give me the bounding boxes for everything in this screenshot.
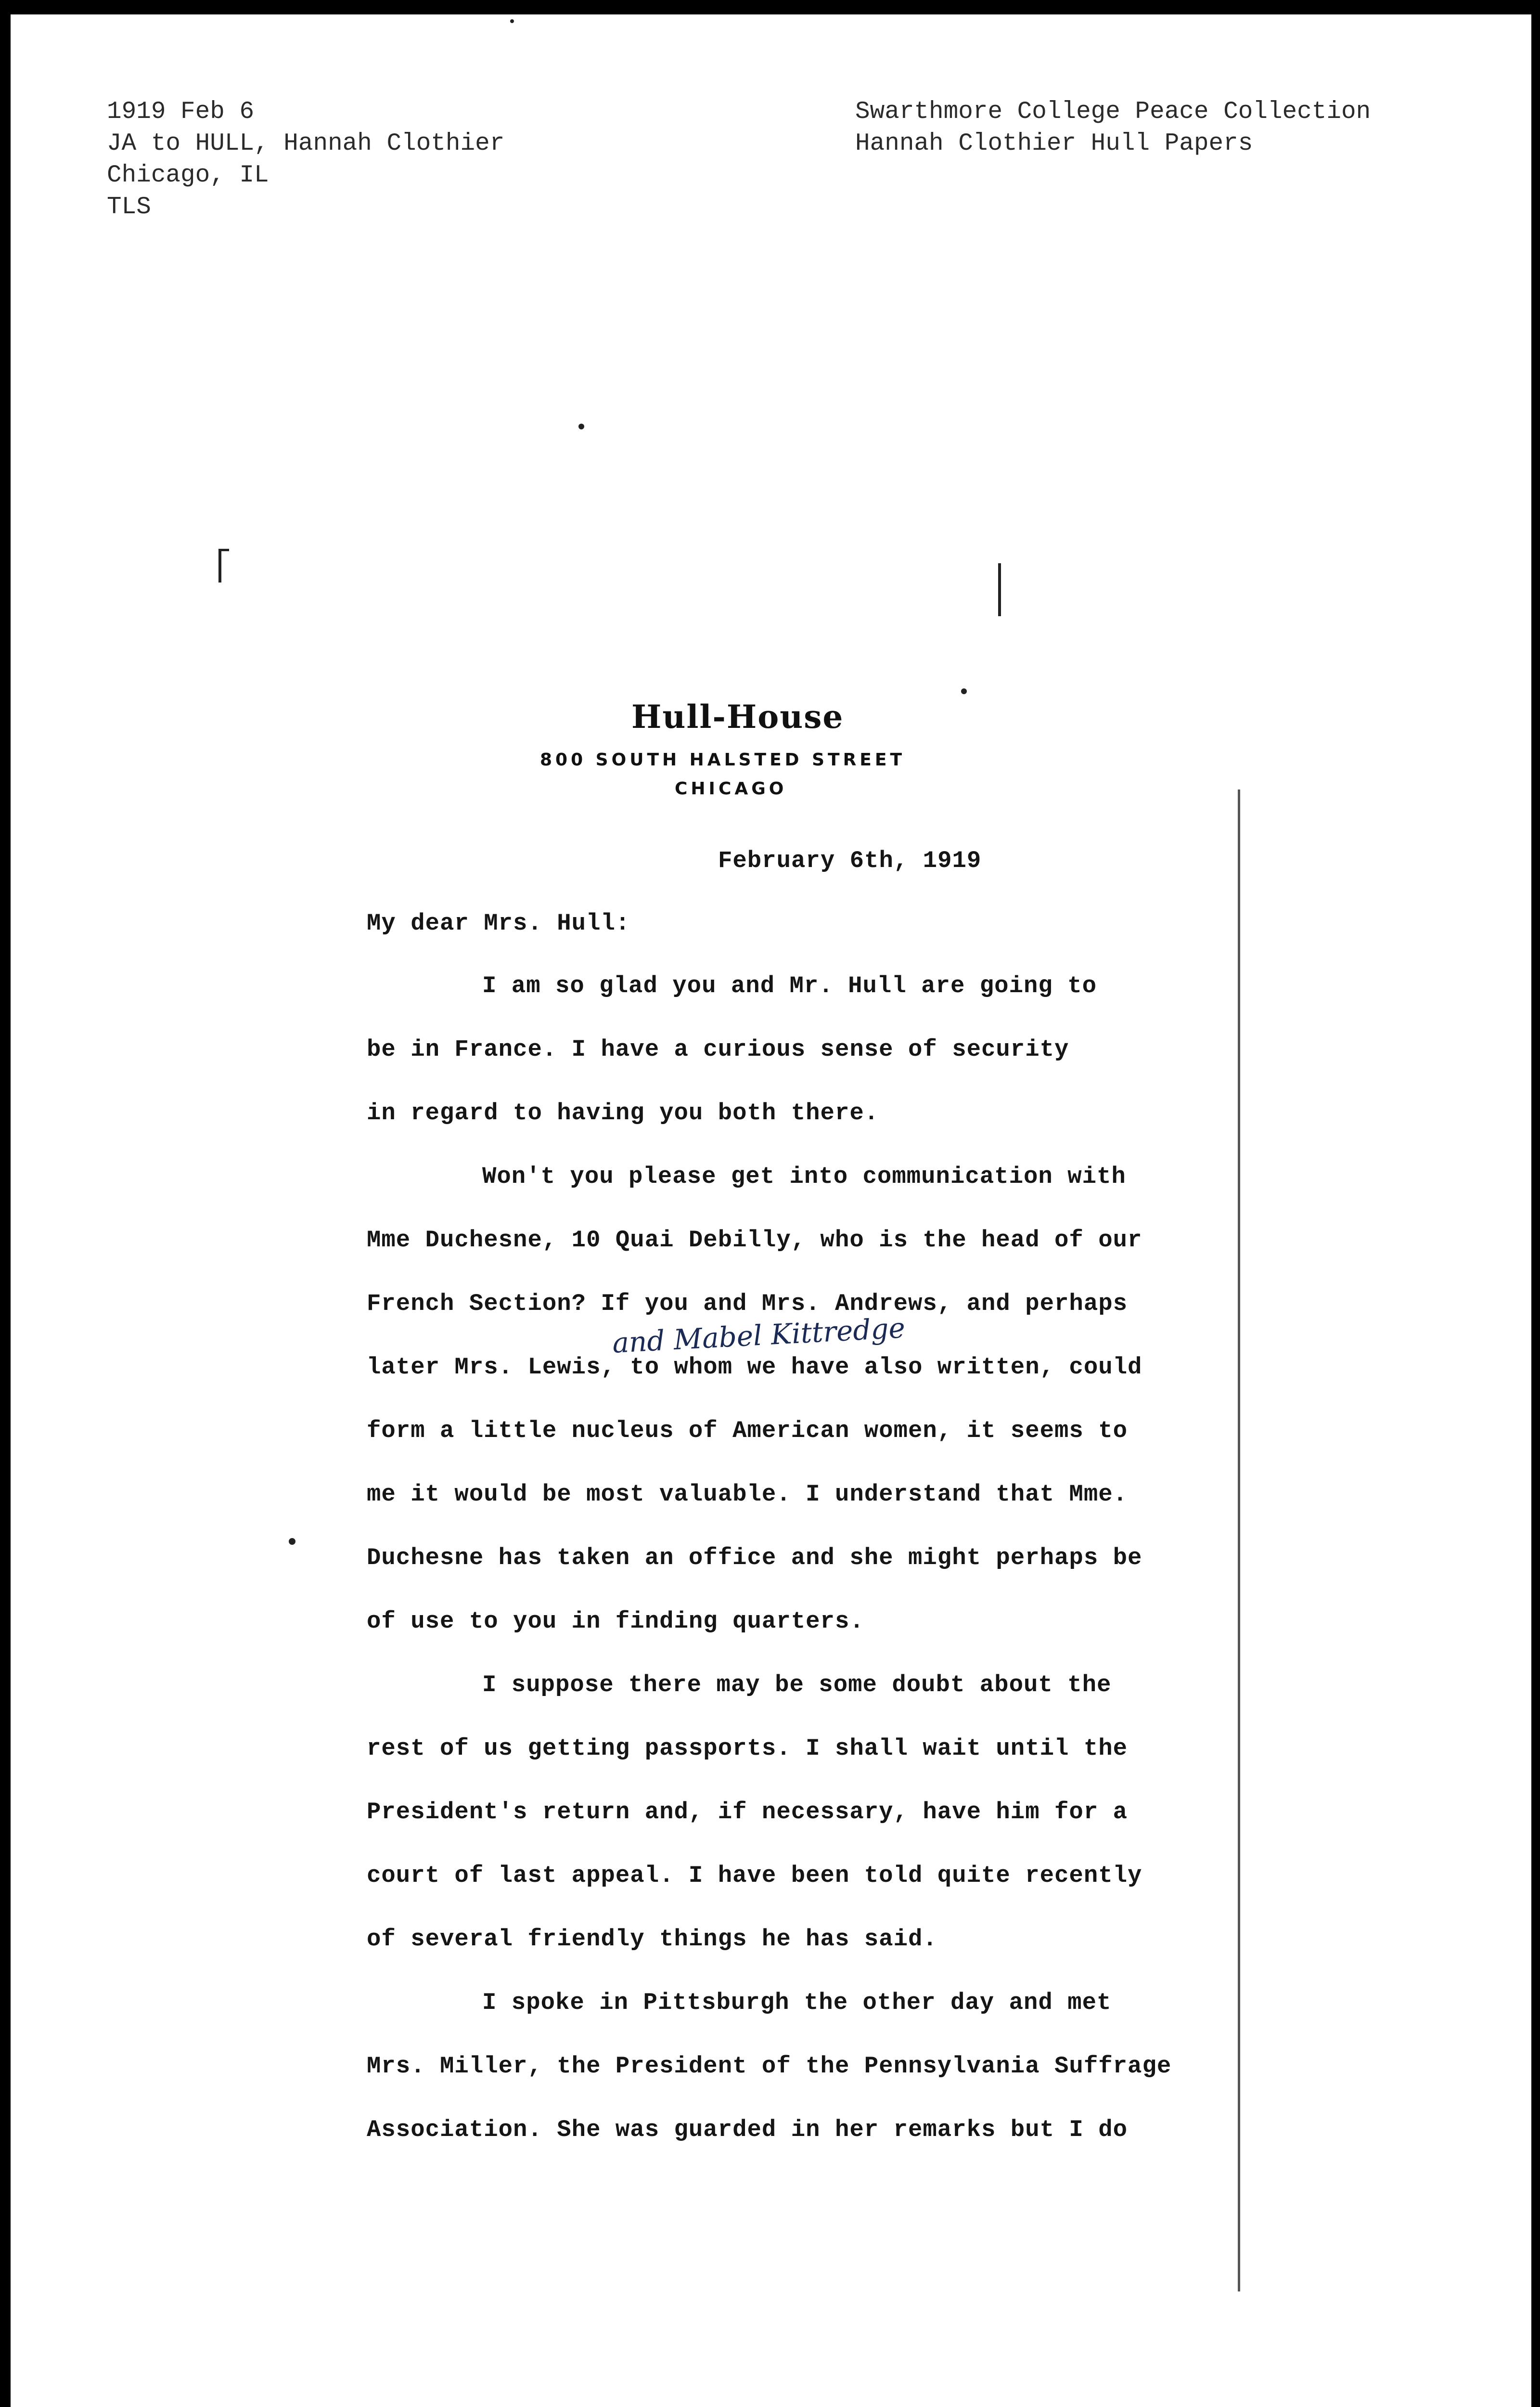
letter-line: Association. She was guarded in her remarks but I do (367, 2116, 1128, 2143)
letter-line: French Section? If you and Mrs. Andrews, and perhaps (367, 1290, 1128, 1317)
letter-line: I spoke in Pittsburgh the other day and met (482, 1989, 1112, 2016)
page-edge-mark (998, 563, 1001, 616)
letter-line: I suppose there may be some doubt about the (482, 1671, 1112, 1698)
letter-line: be in France. I have a curious sense of security (367, 1036, 1069, 1063)
catalog-info-right (855, 96, 1371, 160)
letter-line: Duchesne has taken an office and she might perhaps be (367, 1544, 1142, 1571)
letterhead-city: CHICAGO (675, 779, 787, 799)
letter-line: Mme Duchesne, 10 Quai Debilly, who is the head of our (367, 1227, 1142, 1254)
document-page (11, 14, 1531, 2407)
scan-speck (961, 688, 967, 694)
letter-line: court of last appeal. I have been told quite recently (367, 1862, 1142, 1889)
letter-line: of use to you in finding quarters. (367, 1608, 864, 1635)
letter-line: of several friendly things he has said. (367, 1926, 937, 1953)
letter-line: later Mrs. Lewis, to whom we have also written, could (367, 1354, 1142, 1381)
scan-speck (578, 424, 584, 429)
scan-speck (510, 19, 514, 23)
catalog-info-left (107, 96, 504, 223)
scanned-letter (218, 549, 1257, 2301)
letter-line: President's return and, if necessary, have him for a (367, 1799, 1128, 1825)
handwritten-insertion: and Mabel Kittredge (611, 1311, 906, 1359)
page-edge-mark (218, 549, 229, 551)
letter-line: form a little nucleus of American women, it seems to (367, 1417, 1128, 1444)
letter-date: February 6th, 1919 (718, 847, 982, 874)
letterhead-name: Hull-House (631, 698, 844, 736)
letter-line: Won't you please get into communication with (482, 1163, 1126, 1190)
catalog-correspondents: JA to HULL, Hannah Clothier (107, 130, 505, 157)
page-edge-mark (218, 549, 221, 582)
catalog-type: TLS (107, 194, 151, 221)
letterhead-street: 800 SOUTH HALSTED STREET (540, 750, 906, 770)
page-edge-line (1238, 789, 1240, 2291)
letter-line: me it would be most valuable. I understand that Mme. (367, 1481, 1128, 1508)
salutation: My dear Mrs. Hull: (367, 910, 630, 937)
catalog-collection: Swarthmore College Peace Collection (855, 98, 1371, 126)
letter-line: I am so glad you and Mr. Hull are going to (482, 972, 1097, 999)
letter-line: Mrs. Miller, the President of the Pennsylvania Suffrage (367, 2053, 1172, 2080)
letter-line: rest of us getting passports. I shall wait until the (367, 1735, 1128, 1762)
catalog-date: 1919 Feb 6 (107, 98, 255, 126)
catalog-place: Chicago, IL (107, 162, 269, 189)
catalog-papers: Hannah Clothier Hull Papers (855, 130, 1253, 157)
letter-line: in regard to having you both there. (367, 1100, 879, 1126)
